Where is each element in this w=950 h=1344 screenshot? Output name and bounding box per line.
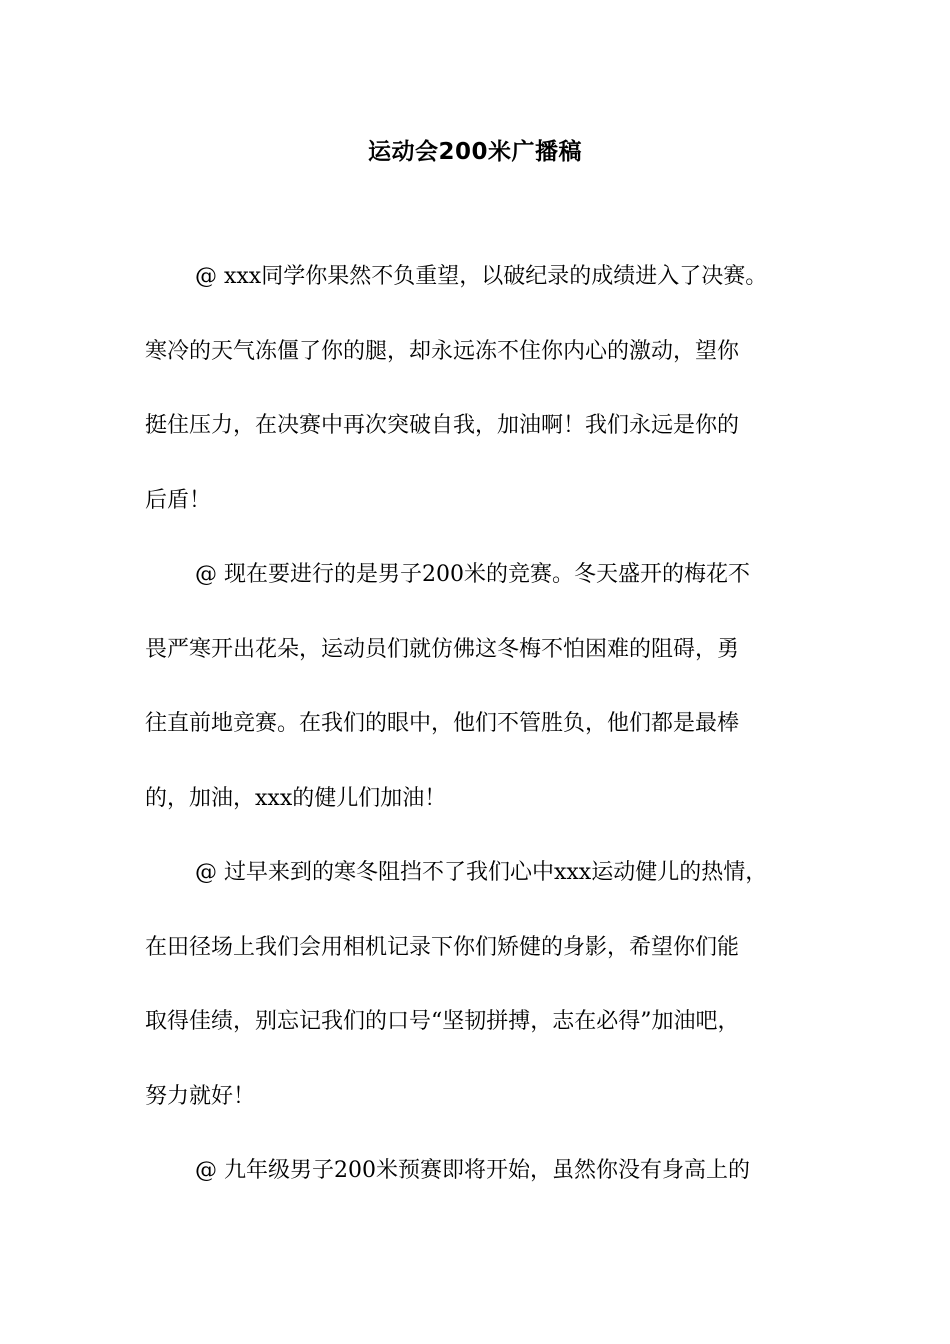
paragraph-3-line-1: @ 过早来到的寒冬阻挡不了我们心中xxx运动健儿的热情，: [195, 860, 768, 885]
paragraph-1-line-1: @ xxx同学你果然不负重望，以破纪录的成绩进入了决赛。: [195, 264, 768, 289]
paragraph-3-line-4: 努力就好！: [145, 1083, 256, 1109]
paragraph-1-line-3: 挺住压力，在决赛中再次突破自我，加油啊！我们永远是你的: [145, 413, 740, 438]
paragraph-1-line-2: 寒冷的天气冻僵了你的腿，却永远冻不住你内心的激动，望你: [145, 338, 740, 364]
paragraph-1-line-4: 后盾！: [145, 487, 212, 513]
paragraph-2-line-2: 畏严寒开出花朵，运动员们就仿佛这冬梅不怕困难的阻碍，勇: [145, 636, 740, 662]
paragraph-4-line-1: @ 九年级男子200米预赛即将开始，虽然你没有身高上的: [195, 1158, 750, 1183]
paragraph-3-line-3: 取得佳绩，别忘记我们的口号“坚韧拼搏，志在必得”加油吧，: [145, 1009, 740, 1034]
paragraph-2-line-3: 往直前地竞赛。在我们的眼中，他们不管胜负，他们都是最棒: [145, 711, 740, 736]
paragraph-2-line-4: 的，加油，xxx的健儿们加油！: [145, 785, 447, 811]
document-title: 运动会200米广播稿: [367, 139, 582, 165]
paragraph-3-line-2: 在田径场上我们会用相机记录下你们矫健的身影，希望你们能: [145, 934, 740, 960]
paragraph-2-line-1: @ 现在要进行的是男子200米的竞赛。冬天盛开的梅花不: [195, 562, 750, 587]
document-body: [145, 255, 835, 1224]
